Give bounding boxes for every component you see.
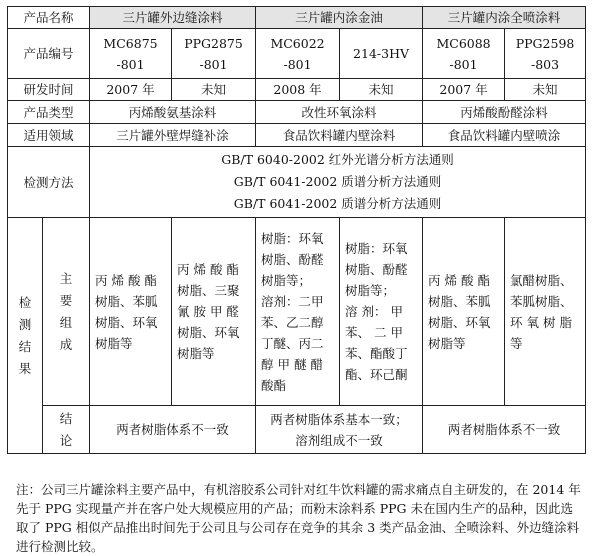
dev-time-6: 未知 bbox=[505, 79, 586, 101]
comp-line: 丙 烯 酸 酯 bbox=[95, 272, 157, 288]
vertical-char: 检 bbox=[18, 294, 32, 310]
vertical-char: 论 bbox=[59, 432, 73, 448]
row-product-type bbox=[8, 101, 586, 124]
comp-line: 树脂、苯胍 bbox=[95, 293, 158, 309]
field-2: 食品饮料罐内壁涂料 bbox=[256, 124, 423, 147]
product-code-3 bbox=[256, 29, 340, 79]
conclusion-line: 两者树脂体系不一致 bbox=[116, 422, 229, 437]
row-conclusion bbox=[8, 406, 586, 454]
row-field bbox=[8, 124, 586, 147]
method-line-2: GB/T 6041-2002 质谱分析方法通则 bbox=[233, 174, 442, 189]
code-line: -803 bbox=[531, 56, 560, 72]
comparison-table bbox=[7, 6, 586, 454]
vertical-char: 要 bbox=[59, 292, 73, 308]
row-test-method bbox=[8, 147, 586, 218]
conclusion-2 bbox=[256, 406, 423, 454]
comp-line: 树脂、环氧 bbox=[177, 325, 240, 340]
footnote: 注：公司三片罐涂料主要产品中，有机溶胶系公司针对红牛饮料罐的需求痛点自主研发的，在 2014 年先于 PPG 实现量产并在客户处大规模应用的产品；而粉末涂料系 PPG 未在国内生产的品种，因此选取了 PPG 相似产品推出时间先于公司且与公司存在竞争的其余 3 类产品金油、全喷涂料、外边缝涂料进行检测比较。 bbox=[16, 482, 581, 554]
code-line: MC6022 bbox=[270, 35, 325, 51]
code-line: -801 bbox=[116, 56, 145, 72]
dev-time-3: 2008 年 bbox=[256, 79, 340, 101]
comp-line: 树脂、环氧 bbox=[95, 314, 158, 330]
header-product-code: 产品编号 bbox=[8, 29, 90, 79]
comp-line: 苯、 二 甲 bbox=[345, 325, 403, 340]
dev-time-1: 2007 年 bbox=[90, 79, 172, 101]
comp-line: 树脂、三聚 bbox=[177, 283, 240, 298]
code-line: MC6088 bbox=[436, 35, 491, 51]
header-field: 适用领域 bbox=[8, 124, 90, 147]
group-name-1: 三片罐外边缝涂料 bbox=[90, 7, 256, 29]
composition-6 bbox=[505, 218, 586, 406]
comp-line: 苯、酯酸丁 bbox=[345, 346, 408, 361]
row-product-code bbox=[8, 29, 586, 79]
header-product-name: 产品名称 bbox=[8, 7, 90, 29]
header-conclusion bbox=[43, 406, 90, 454]
code-line: PPG2598 bbox=[515, 35, 575, 51]
vertical-char: 结 bbox=[18, 338, 32, 354]
product-type-2: 改性环氧涂料 bbox=[256, 101, 423, 124]
product-code-5 bbox=[423, 29, 505, 79]
comp-line: 树脂等； bbox=[261, 272, 312, 288]
comp-line: 树脂、苯胍 bbox=[428, 293, 491, 309]
conclusion-line: 两者树脂体系不一致 bbox=[447, 422, 561, 437]
comp-line: 树脂等 bbox=[177, 346, 215, 361]
product-type-3: 丙烯酸酚醛涂料 bbox=[423, 101, 586, 124]
comp-line: 树脂、酚醛 bbox=[261, 251, 324, 267]
comp-line: 环 氧 树 脂 bbox=[510, 314, 572, 330]
group-name-3: 三片罐内涂全喷涂料 bbox=[423, 7, 586, 29]
field-1: 三片罐外壁焊缝补涂 bbox=[90, 124, 256, 147]
comp-line: 丙 烯 酸 酯 bbox=[177, 262, 239, 277]
comp-line: 溶 剂： 甲 bbox=[345, 304, 403, 319]
composition-4 bbox=[340, 218, 423, 406]
code-line: -801 bbox=[449, 56, 478, 72]
vertical-char: 成 bbox=[59, 336, 73, 352]
dev-time-5: 2007 年 bbox=[423, 79, 505, 101]
comp-line: 树脂：环氧 bbox=[345, 241, 408, 256]
comp-line: 氰 胺 甲 醛 bbox=[177, 304, 239, 319]
header-dev-time: 研发时间 bbox=[8, 79, 90, 101]
comp-line: 树脂等 bbox=[95, 335, 133, 351]
comp-line: 溶剂：二甲 bbox=[261, 293, 324, 309]
method-line-1: GB/T 6040-2002 红外光谱分析方法通则 bbox=[221, 152, 454, 167]
product-type-1: 丙烯酸氨基涂料 bbox=[90, 101, 256, 124]
group-name-2: 三片罐内涂金油 bbox=[256, 7, 423, 29]
header-test-method: 检测方法 bbox=[8, 147, 90, 218]
row-main-composition bbox=[8, 218, 586, 406]
code-line: -801 bbox=[283, 56, 312, 72]
comp-line: 丁醚、丙二 bbox=[261, 335, 324, 351]
dev-time-2: 未知 bbox=[172, 79, 256, 101]
comp-line: 丙 烯 酸 酯 bbox=[428, 272, 490, 288]
comp-line: 苯胍树脂、 bbox=[510, 293, 573, 309]
header-product-type: 产品类型 bbox=[8, 101, 90, 124]
comp-line: 树脂等 bbox=[428, 335, 466, 351]
comp-line: 酸酯 bbox=[261, 377, 287, 393]
comparison-table-wrapper bbox=[7, 6, 585, 454]
vertical-char: 主 bbox=[59, 270, 73, 286]
test-methods bbox=[90, 147, 586, 218]
product-code-1 bbox=[90, 29, 172, 79]
vertical-char: 结 bbox=[59, 410, 73, 426]
row-dev-time bbox=[8, 79, 586, 101]
conclusion-line: 溶剂组成不一致 bbox=[295, 432, 383, 448]
composition-3 bbox=[256, 218, 340, 406]
code-line: PPG2875 bbox=[184, 35, 243, 51]
comp-line: 树脂等； bbox=[345, 283, 396, 298]
vertical-char: 果 bbox=[18, 360, 32, 376]
comp-line: 等 bbox=[510, 335, 523, 351]
composition-1 bbox=[90, 218, 172, 406]
comp-line: 酯、环己酮 bbox=[345, 367, 408, 382]
method-line-3: GB/T 6041-2002 质谱分析方法通则 bbox=[233, 196, 442, 211]
product-code-2 bbox=[172, 29, 256, 79]
comp-line: 醇 甲 醚 醋 bbox=[261, 356, 323, 372]
field-3: 食品饮料罐内壁喷涂 bbox=[423, 124, 586, 147]
header-main-composition bbox=[43, 218, 90, 406]
code-line: -801 bbox=[199, 56, 228, 72]
conclusion-1 bbox=[90, 406, 256, 454]
header-test-result bbox=[8, 218, 43, 454]
comp-line: 树脂：环氧 bbox=[261, 230, 324, 246]
conclusion-3 bbox=[423, 406, 586, 454]
product-code-4 bbox=[340, 29, 423, 79]
comp-line: 苯、乙二醇 bbox=[261, 314, 324, 330]
composition-5 bbox=[423, 218, 505, 406]
code-line: MC6875 bbox=[103, 35, 158, 51]
conclusion-line: 两者树脂体系基本一致； bbox=[270, 411, 408, 427]
composition-2 bbox=[172, 218, 256, 406]
code-line: 214-3HV bbox=[353, 46, 410, 61]
product-code-6 bbox=[505, 29, 586, 79]
vertical-char: 测 bbox=[18, 316, 32, 332]
row-product-name bbox=[8, 7, 586, 29]
vertical-char: 组 bbox=[59, 314, 73, 330]
comp-line: 氯醋树脂、 bbox=[510, 272, 573, 288]
comp-line: 树脂、环氧 bbox=[428, 314, 491, 330]
dev-time-4: 未知 bbox=[340, 79, 423, 101]
comp-line: 树脂、酚醛 bbox=[345, 262, 408, 277]
